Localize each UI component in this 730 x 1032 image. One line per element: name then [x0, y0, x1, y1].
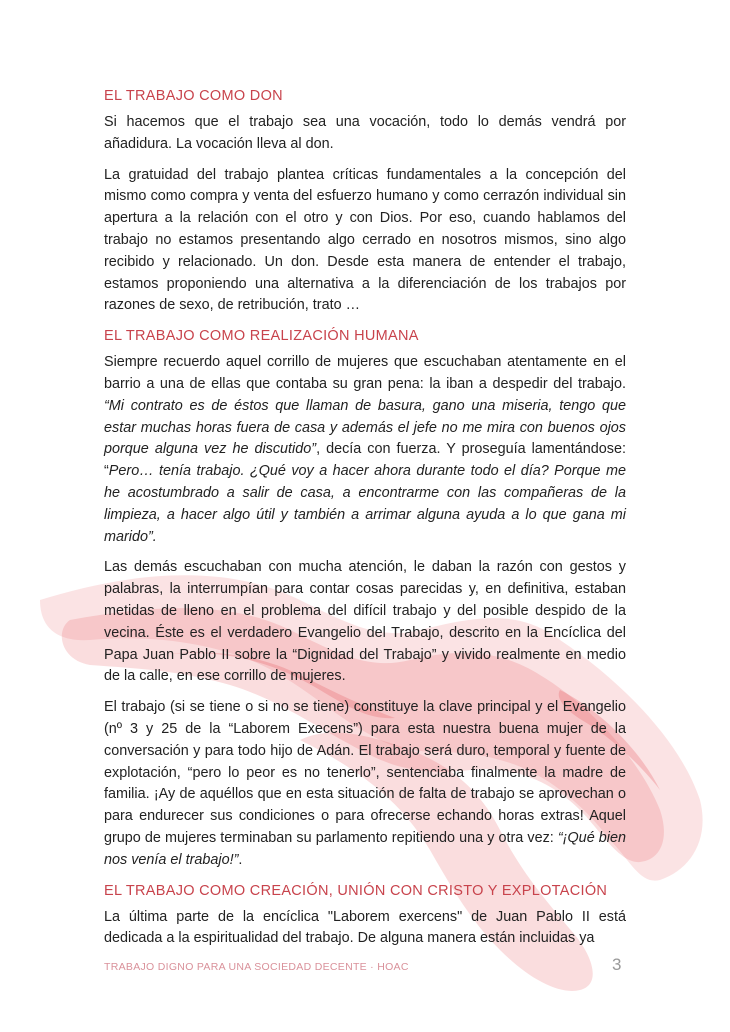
quote: “¡Qué bien nos venía el trabajo!”: [104, 829, 626, 868]
quote: “Mi contrato es de éstos que llaman de basura, gano una miseria, tengo que estar muchas horas fuera de casa y además el jefe no me mira con buenos ojos porque alguna vez he discutido”: [104, 397, 626, 458]
section-trabajo-como-don: [104, 86, 626, 317]
paragraph: Si hacemos que el trabajo sea una vocación, todo lo demás vendrá por añadidura. La vocación lleva al don.: [104, 114, 626, 152]
paragraph-text: Siempre recuerdo aquel corrillo de mujeres que escuchaban atentamente en el barrio a una de ellas que contaba su gran pena: la iban a despedir del trabajo.: [104, 354, 626, 392]
paragraph-text: , decía con fuerza. Y proseguía lamentándose: “: [104, 441, 627, 480]
paragraph-text: .: [238, 851, 243, 868]
paragraph: [104, 697, 626, 871]
section-realizacion-humana: [104, 326, 626, 871]
paragraph: La gratuidad del trabajo plantea críticas fundamentales a la concepción del mismo como compra y venta del esfuerzo humano y como cerrazón individual sin apertura a la relación con el otro y con Dios. Por eso, cuando hablamos del trabajo no estamos presentando algo cerrado en nosotros mismos, sino algo recibido y relacionado. Un don. Desde esta manera de entender el trabajo, estamos proponiendo una alternativa a la diferenciación de los trabajos por razones de sexo, de retribución, trato …: [104, 166, 626, 314]
page-content: [104, 86, 626, 959]
section-heading: EL TRABAJO COMO REALIZACIÓN HUMANA: [104, 328, 419, 345]
page-number: 3: [612, 955, 622, 974]
section-heading: EL TRABAJO COMO DON: [104, 88, 283, 104]
paragraph-text: El trabajo (si se tiene o si no se tiene) constituye la clave principal y el Evangelio (nº 3 y 25 de la “Laborem Execens”) para esta nuestra buena mujer de la conversación y para todo hijo de Adán. El trabajo será duro, temporal y fuente de explotación, “pero lo peor es no tenerlo”, sentenciaba finalmente la madre de familia. ¡Ay de aquéllos que en esta situación de falta de trabajo se aprovechan o para endurecer sus condiciones o para ofrecerse echando horas extras! Aquel grupo de mujeres terminaban su parlamento repitiendo una y otra vez:: [104, 699, 626, 846]
section-creacion-union-explotacion: [104, 881, 626, 951]
paragraph: Las demás escuchaban con mucha atención, le daban la razón con gestos y palabras, la interrumpían para contar cosas parecidas y, en definitiva, estaban metidas de lleno en el problema del difícil trabajo y del posible despido de la vecina. Éste es el verdadero Evangelio del Trabajo, descrito en la Encíclica del Papa Juan Pablo II sobre la “Dignidad del Trabajo” y vivido realmente en medio de la calle, en ese corrillo de mujeres.: [104, 559, 626, 685]
quote: Pero… tenía trabajo. ¿Qué voy a hacer ahora durante todo el día? Porque me he acostumbrado a salir de casa, a encontrarme con las compañeras de la limpieza, a hacer algo útil y también a arrimar alguna ayuda a lo que gana mi marido”.: [104, 463, 626, 545]
paragraph: La última parte de la encíclica "Laborem exercens" de Juan Pablo II está dedicada a la espiritualidad del trabajo. De alguna manera están incluidas ya: [104, 908, 626, 947]
paragraph: [104, 352, 626, 548]
section-heading: EL TRABAJO COMO CREACIÓN, UNIÓN CON CRISTO Y EXPLOTACIÓN: [104, 882, 608, 899]
footer-title: TRABAJO DIGNO PARA UNA SOCIEDAD DECENTE · HOAC: [104, 961, 409, 973]
